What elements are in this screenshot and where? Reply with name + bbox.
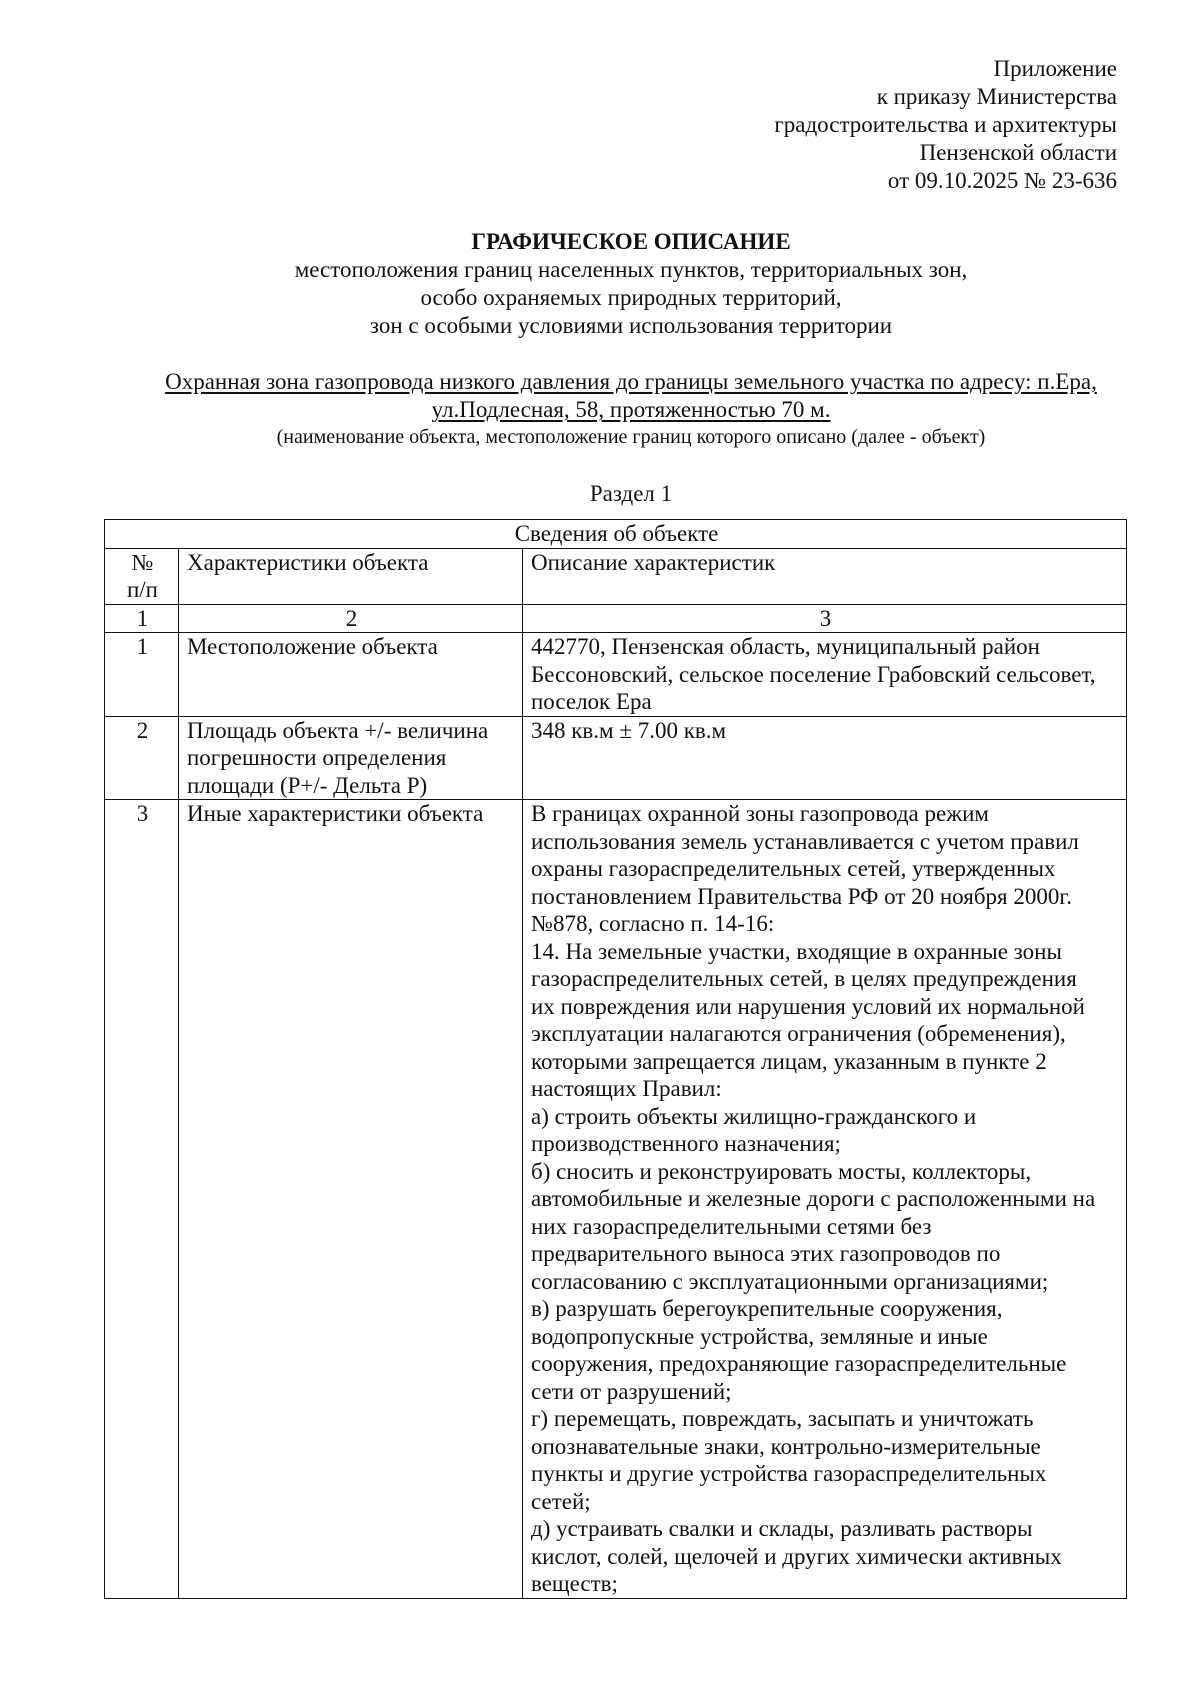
row-description	[523, 800, 1127, 1599]
object-name-block	[0, 368, 1200, 450]
column-number: 3	[523, 604, 1127, 633]
description-line: опознавательные знаки, контрольно-измерительные	[531, 1433, 1041, 1459]
description-line: в) разрушать берегоукрепительные сооружения,	[531, 1296, 1003, 1321]
description-line: согласованию с эксплуатационными организациями;	[531, 1268, 1049, 1294]
row-characteristic	[179, 716, 523, 800]
row-number: 1	[105, 633, 179, 717]
characteristic-line: Местоположение объекта	[187, 634, 438, 659]
column-number: 1	[105, 604, 179, 633]
description-line: газораспределительных сетей, в целях предупреждения	[531, 966, 1077, 991]
column-number: 2	[179, 604, 523, 633]
row-characteristic	[179, 633, 523, 717]
row-number: 3	[105, 800, 179, 1599]
description-line: водопропускные устройства, земляные и иные	[531, 1323, 988, 1349]
description-line: веществ;	[531, 1571, 618, 1596]
appendix-line: к приказу Министерства	[876, 84, 1117, 109]
object-name-line: ул.Подлесная, 58, протяженностью 70 м.	[431, 397, 831, 422]
description-line: 348 кв.м ± 7.00 кв.м	[531, 717, 727, 743]
appendix-line: от 09.10.2025 № 23-636	[887, 168, 1117, 193]
description-line: которыми запрещается лицам, указанным в пункте 2	[531, 1048, 1047, 1074]
description-line: №878, согласно п. 14-16:	[531, 911, 775, 936]
description-line: поселок Ера	[531, 689, 652, 714]
object-name-line: Охранная зона газопровода низкого давления до границы земельного участка по адресу: п.Ера,	[165, 369, 1097, 394]
table-caption: Сведения об объекте	[105, 520, 1127, 549]
characteristic-line: Площадь объекта +/- величина	[187, 717, 489, 743]
description-line: их повреждения или нарушения условий их нормальной	[531, 993, 1085, 1019]
table-caption-row	[105, 520, 1127, 549]
description-line: них газораспределительными сетями без	[531, 1213, 932, 1239]
description-line: использования земель устанавливается с учетом правил	[531, 828, 1079, 854]
row-characteristic	[179, 800, 523, 1599]
description-line: а) строить объекты жилищно-гражданского и	[531, 1103, 977, 1129]
row-number: 2	[105, 716, 179, 800]
description-line: сетей;	[531, 1488, 591, 1514]
object-info-table	[104, 519, 1127, 1599]
row-description	[523, 633, 1127, 717]
description-line: 14. На земельные участки, входящие в охранные зоны	[531, 938, 1062, 964]
description-line: В границах охранной зоны газопровода режим	[531, 801, 989, 826]
document-subtitle-line: особо охраняемых природных территорий,	[420, 285, 842, 310]
description-line: производственного назначения;	[531, 1131, 841, 1156]
header-description: Описание характеристик	[523, 548, 1127, 604]
document-subtitle-line: зон с особыми условиями использования территории	[369, 313, 893, 338]
document-title: ГРАФИЧЕСКОЕ ОПИСАНИЕ	[471, 229, 791, 254]
section-title: Раздел 1	[589, 481, 673, 506]
description-line: охраны газораспределительных сетей, утвержденных	[531, 856, 1056, 881]
description-line: предварительного выноса этих газопроводов по	[531, 1241, 1001, 1266]
description-line: автомобильные и железные дороги с расположенными на	[531, 1186, 1096, 1211]
description-line: пункты и другие устройства газораспределительных	[531, 1461, 1047, 1486]
table-row	[105, 633, 1127, 717]
header-num-line: п/п	[126, 577, 158, 602]
header-characteristic: Характеристики объекта	[179, 548, 523, 604]
description-line: эксплуатации налагаются ограничения (обременения),	[531, 1021, 1066, 1046]
description-line: 442770, Пензенская область, муниципальный район	[531, 634, 1040, 659]
column-number-row	[105, 604, 1127, 633]
table-row	[105, 800, 1127, 1599]
appendix-header	[774, 55, 1117, 195]
appendix-line: градостроительства и архитектуры	[774, 112, 1117, 137]
header-num-line: №	[131, 549, 154, 575]
description-line: кислот, солей, щелочей и других химически активных	[531, 1543, 1062, 1569]
description-line: постановлением Правительства РФ от 20 ноября 2000г.	[531, 883, 1072, 909]
header-num	[105, 548, 179, 604]
characteristic-line: погрешности определения	[187, 745, 447, 770]
object-caption: (наименование объекта, местоположение границ которого описано (далее - объект)	[276, 426, 986, 448]
table-row	[105, 716, 1127, 800]
table-header-row	[105, 548, 1127, 604]
row-description	[523, 716, 1127, 800]
description-line: сети от разрушений;	[531, 1378, 732, 1404]
appendix-line: Пензенской области	[919, 140, 1117, 165]
description-line: настоящих Правил:	[531, 1076, 722, 1101]
appendix-line: Приложение	[993, 56, 1117, 81]
description-line: б) сносить и реконструировать мосты, коллекторы,	[531, 1158, 1032, 1184]
description-line: сооружения, предохраняющие газораспределительные	[531, 1351, 1067, 1376]
description-line: г) перемещать, повреждать, засыпать и уничтожать	[531, 1406, 1034, 1431]
document-title-block	[0, 228, 1200, 340]
characteristic-line: площади (Р+/- Дельта Р)	[187, 772, 428, 798]
document-subtitle-line: местоположения границ населенных пунктов, территориальных зон,	[294, 257, 968, 282]
description-line: Бессоновский, сельское поселение Грабовский сельсовет,	[531, 661, 1096, 687]
characteristic-line: Иные характеристики объекта	[187, 801, 484, 826]
description-line: д) устраивать свалки и склады, разливать растворы	[531, 1516, 1033, 1541]
